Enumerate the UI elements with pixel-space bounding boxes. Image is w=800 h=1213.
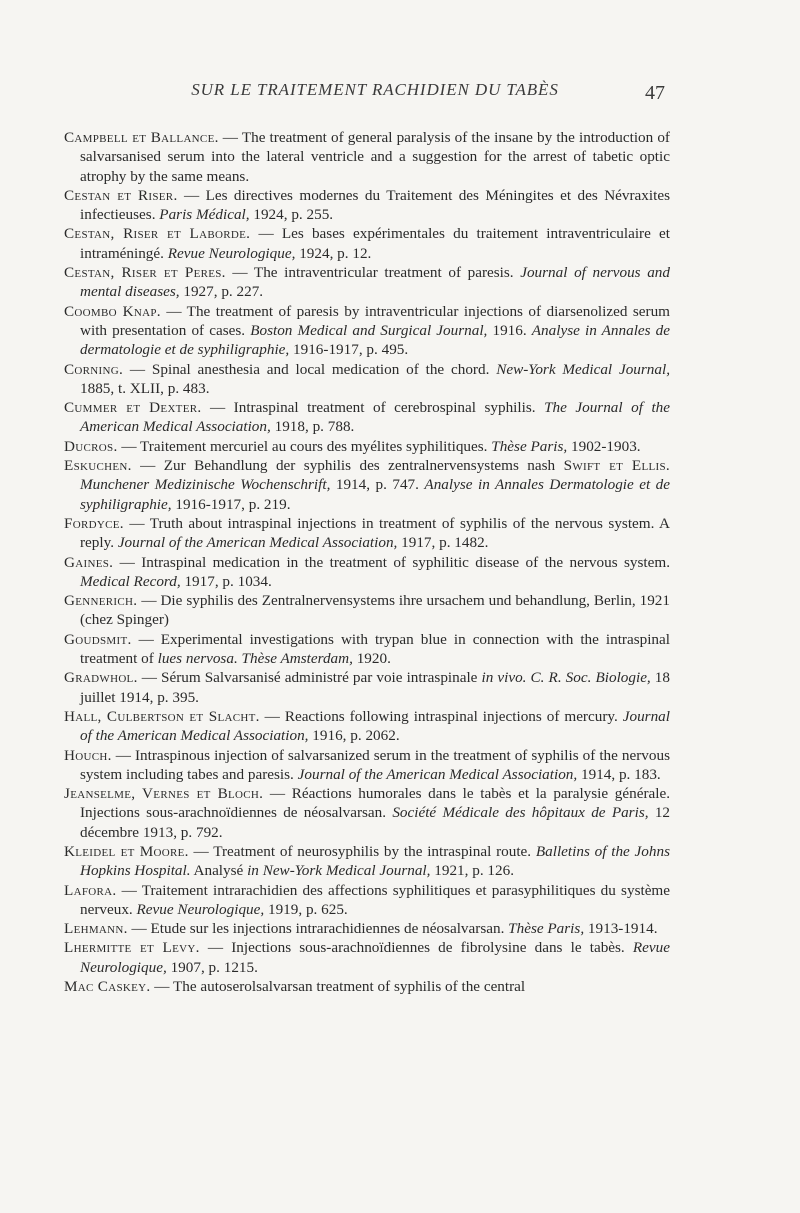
running-title: SUR LE TRAITEMENT RACHIDIEN DU TABÈS (191, 80, 559, 99)
entry-journal: New-York Medical Journal, (496, 360, 670, 378)
entry-journal: Paris Médical, (159, 206, 250, 224)
entry-text: — Truth about intraspinal injections in treatment of syphilis of the nervous system. A reply. (80, 514, 670, 552)
entry-text: — Intraspinal medication in the treatment of syphilitic disease of the nervous system. (113, 553, 670, 571)
page-number: 47 (645, 82, 665, 104)
entry-text: — Etude sur les injections intrarachidiennes de néosalvarsan. (127, 920, 509, 938)
bibliography-entry (64, 707, 670, 746)
entry-tail: 1920. (352, 650, 391, 668)
entry-tail: 1914, p. 183. (577, 765, 661, 783)
bibliography-entry (64, 263, 670, 302)
entry-text: — Réactions humorales dans le tabès et la paralysie générale. Injections sous-arachnoïdiennes de néosalvarsan. (80, 785, 671, 822)
entry-analysis-journal: in New-York Medical Journal, (247, 862, 431, 880)
bibliography-list (64, 128, 670, 996)
bibliography-entry (64, 186, 670, 225)
entry-authors: Cestan et Riser. (64, 186, 178, 204)
entry-tail: 12 décembre 1913, p. 792. (80, 804, 670, 841)
bibliography-entry (64, 437, 670, 456)
bibliography-entry (64, 842, 670, 881)
bibliography-entry (64, 746, 670, 785)
entry-authors: Gradwhol. (64, 669, 138, 687)
entry-journal: Munchener Medizinische Wochenschrift, (80, 476, 331, 494)
entry-authors: Gaines. (64, 553, 114, 571)
entry-text: — Traitement mercuriel au cours des myélites syphilitiques. (117, 437, 492, 455)
entry-text: — Sérum Salvarsanisé administré par voie intraspinale (137, 669, 482, 687)
entry-tail: 1919, p. 625. (264, 900, 348, 918)
entry-journal: Revue Neurologique, (136, 900, 265, 918)
entry-tail: 1885, t. XLII, p. 483. (80, 379, 210, 397)
entry-authors: Lafora. (64, 881, 117, 899)
entry-tail: 1927, p. 227. (179, 283, 264, 301)
entry-analysis-journal: Analyse in Annales Dermatologie et de syphiligraphie, (80, 476, 670, 513)
entry-text: — Treatment of neurosyphilis by the intraspinal route. (188, 842, 536, 860)
bibliography-entry (64, 668, 670, 707)
entry-authors: Fordyce. (64, 514, 124, 532)
entry-text: — Les directives modernes du Traitement des Méningites et des Névraxites infectieuses. (80, 186, 670, 224)
entry-coauthors: Swift et Ellis. (563, 457, 670, 475)
entry-text: — The intraventricular treatment of paresis. (225, 264, 521, 282)
entry-tail: 1902-1903. (567, 437, 641, 455)
entry-tail: 1918, p. 788. (270, 418, 355, 436)
entry-journal: Journal of nervous and mental diseases, (80, 264, 670, 301)
entry-text: — The autoserolsalvarsan treatment of syphilis of the central (150, 978, 526, 996)
entry-authors: Ducros. (64, 437, 118, 455)
entry-tail: 1907, p. 1215. (166, 958, 258, 976)
entry-authors: Coombo Knap. (64, 302, 161, 320)
entry-authors: Cestan, Riser et Laborde. (64, 225, 251, 243)
entry-authors: Eskuchen. (64, 457, 132, 475)
entry-analysis-tail: 1916-1917, p. 495. (289, 341, 409, 359)
entry-journal: Thèse Paris, (508, 920, 585, 938)
bibliography-entry (64, 977, 670, 996)
entry-authors: Houch. (64, 746, 112, 764)
bibliography-entry (64, 302, 670, 360)
bibliography-entry (64, 591, 670, 630)
entry-authors: Cummer et Dexter. (64, 399, 202, 417)
entry-analysis-tail: 1921, p. 126. (430, 862, 514, 880)
entry-authors: Hall, Culbertson et Slacht. (64, 707, 260, 725)
bibliography-entry (64, 919, 670, 938)
entry-text: — The treatment of general paralysis of the insane by the introduction of salvarsanised serum into the lateral ventricle and a suggestion for the arrest of tabetic optic atrophy by the same means. (80, 129, 670, 185)
entry-authors: Jeanselme, Vernes et Bloch. (64, 785, 264, 803)
entry-text: — Les bases expérimentales du traitement intraventriculaire et intraméningé. (80, 225, 670, 262)
bibliography-entry (64, 224, 670, 263)
bibliography-entry (64, 514, 670, 553)
bibliography-entry (64, 456, 670, 514)
entry-journal: Journal of the American Medical Association, (80, 707, 670, 745)
entry-text: — Intraspinous injection of salvarsanized serum in the treatment of syphilis of the nervous system including tabes and paresis. (80, 746, 670, 783)
entry-journal: The Journal of the American Medical Association, (80, 399, 670, 436)
entry-authors: Mac Caskey. (64, 978, 151, 996)
entry-tail: 1913-1914. (584, 920, 658, 938)
entry-journal: Thèse Paris, (491, 437, 568, 455)
bibliography-entry (64, 128, 670, 186)
entry-authors: Lehmann. (64, 920, 128, 938)
entry-tail: 1917, p. 1482. (397, 534, 489, 552)
entry-text: — The treatment of paresis by intraventricular injections of diarsenolized serum with presentation of cases. (80, 302, 670, 339)
entry-journal: Boston Medical and Surgical Journal, (250, 321, 488, 339)
entry-authors: Gennerich. (64, 592, 138, 610)
bibliography-entry (64, 398, 670, 437)
bibliography-entry (64, 630, 670, 669)
entry-tail: 1914, p. 747. (330, 476, 425, 494)
entry-tail: 1916, p. 2062. (308, 727, 400, 745)
bibliography-entry (64, 784, 670, 842)
entry-tail: 18 juillet 1914, p. 395. (80, 669, 670, 706)
bibliography-entry (64, 553, 670, 592)
entry-text: — Die syphilis des Zentralnervensystems ihre ursachem und behandlung, Berlin, 1921 (chez Spinger) (80, 592, 670, 629)
entry-journal: Journal of the American Medical Association, (297, 765, 578, 783)
bibliography-entry (64, 938, 670, 977)
entry-tail: Analysé (190, 862, 248, 880)
entry-tail: 1917, p. 1034. (180, 572, 272, 590)
entry-analysis-journal: Analyse in Annales de dermatologie et de syphiligraphie, (80, 321, 671, 359)
entry-analysis-tail: 1916-1917, p. 219. (171, 495, 291, 513)
entry-authors: Goudsmit. (64, 630, 132, 648)
entry-journal: Journal of the American Medical Association, (117, 534, 398, 552)
bibliography-entry (64, 360, 670, 399)
entry-authors: Lhermitte et Levy. (64, 939, 200, 957)
entry-authors: Kleidel et Moore. (64, 842, 189, 860)
entry-journal: Medical Record, (80, 572, 181, 590)
bibliography-entry (64, 881, 670, 920)
entry-journal: in vivo. C. R. Soc. Biologie, (481, 669, 651, 687)
entry-journal: Balletins of the Johns Hopkins Hospital. (80, 842, 670, 880)
entry-journal: Société Médicale des hôpitaux de Paris, (392, 804, 649, 822)
entry-journal: Revue Neurologique, (167, 244, 296, 262)
entry-journal: lues nervosa. Thèse Amsterdam, (157, 650, 353, 668)
entry-journal: Revue Neurologique, (80, 939, 670, 976)
entry-text: — Spinal anesthesia and local medication of the chord. (123, 360, 497, 378)
entry-text: — Traitement intrarachidien des affections syphilitiques et parasyphilitiques du système nerveux. (80, 881, 670, 918)
entry-authors: Corning. (64, 360, 124, 378)
entry-text: — Zur Behandlung der syphilis des zentralnervensystems nash (131, 457, 564, 475)
entry-text: — Experimental investigations with trypan blue in connection with the intraspinal treatment of (80, 630, 670, 668)
entry-authors: Cestan, Riser et Peres. (64, 264, 226, 282)
entry-tail: 1924, p. 12. (295, 244, 372, 262)
entry-authors: Campbell et Ballance. (64, 129, 219, 146)
entry-tail: 1924, p. 255. (249, 206, 334, 224)
entry-tail: 1916. (487, 321, 532, 339)
entry-text: — Reactions following intraspinal injections of mercury. (259, 707, 623, 725)
entry-text: — Injections sous-arachnoïdiennes de fibrolysine dans le tabès. (199, 939, 633, 957)
entry-text: — Intraspinal treatment of cerebrospinal syphilis. (201, 399, 545, 417)
